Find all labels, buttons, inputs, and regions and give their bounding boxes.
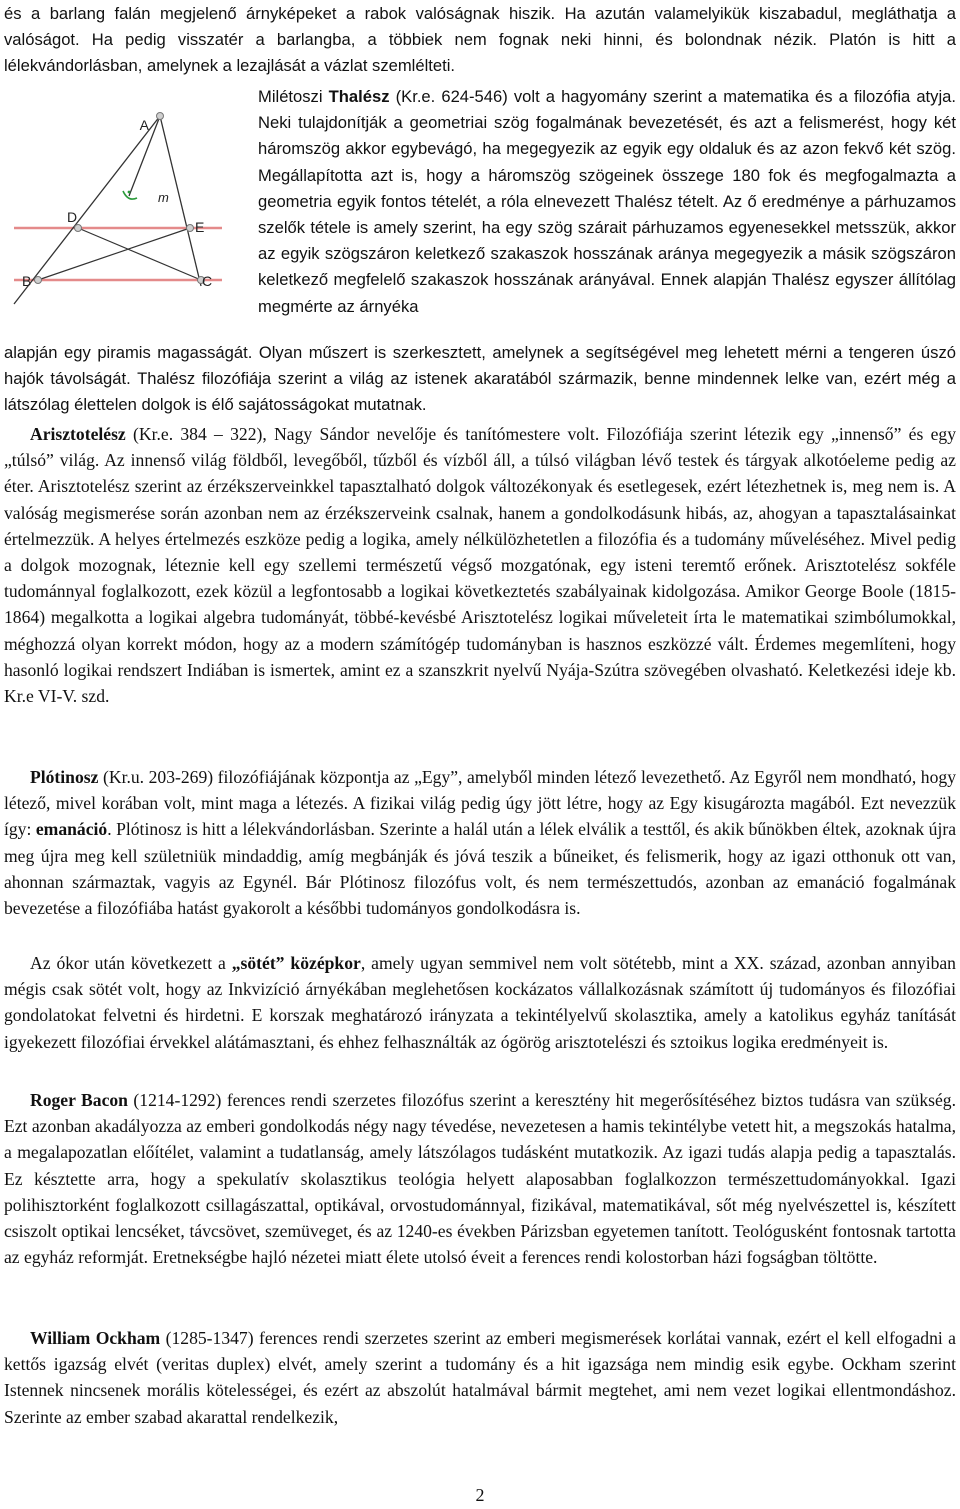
thales-wrap-text: Neki tulajdonítják a geometriai szög fogalmának bevezetését, és azt a felismerést, hogy két háromszög akkor egybevágó, ha megegyezik az egyik egy oldaluk és az azon fekvő két szög. Megállapította azt is, hogy a háromszög szögeinek összege 180 fok és megfogalmazta a geometria egyik fontos tételét, a róla elnevezett Thalész tételt. Az ő eredménye a párhuzamos szelők tétele is amely szerint, ha egy szög szárait párhuzamos egyenesekkel metsszük, akkor az egyik szögszáron keletkező szakaszok hosszának aránya megegyezik a másik szögszáron keletkező megfelelő szakaszok hosszának arányával. Ennek alapján Thalész egyszer állítólag megmérte az árnyéka bbox=[258, 113, 956, 316]
plotinus-paragraph bbox=[4, 764, 956, 921]
middle-ages-before: Az ókor után következett a bbox=[30, 953, 226, 973]
bacon-text: (1214-1292) ferences rendi szerzetes filozófus szerint a keresztény hit megerősítéséhez biztos tudásra van szükség. Ezt azonban akadályozza az emberi gondolkodás négy nagy tévedése, nevezetesen a hamis tekintélybe vetett hit, a megszokás hatalma, a megalapozatlan előítélet, valamint a tudatlanság, amely látszólagos tudásként mutatkozik. Az igazi tudás alapja pedig a tapasztalás. Ez késztette arra, hogy a spekulatív skolasztikus teológia helyett alaposabban foglalkozzon természettudományokkal. Igazi polihisztorként foglalkozott csillagászattal, optikával, orvostudománnyal, fizikával, matematikával, sőt még nyelvészettel is, készített csiszolt optikai lencséket, távcsövet, szemüveget, és az 1240-es években Párizsban egyetemen tanított. Teológusként fontosnak tartotta az egyház reformját. Eretnekségbe hajló nézetei miatt élete utolsó éveit a ferences rendi kolostorban házi fogságban töltötte. bbox=[4, 1090, 956, 1268]
emanation-term: emanáció bbox=[35, 819, 108, 840]
line-be bbox=[38, 228, 190, 280]
plotinus-text-before: (Kr.u. 203-269) filozófiájának központja az „Egy”, amelyből minden létező levezethető. Az Egyről nem mondható, hogy létező, mivel korában volt, mint maga a létezés. A fizikai világ pedig úgy jött létre, hogy az Egy kisugározta magából. Ezt nevezzük így: bbox=[4, 767, 956, 840]
right-angle-dot bbox=[128, 191, 131, 194]
thales-name: Thalész bbox=[328, 87, 390, 106]
line-dc bbox=[78, 228, 201, 280]
aristotle-text: (Kr.e. 384 – 322), Nagy Sándor nevelője és tanítómestere volt. Filozófiája szerint létezik egy „innenső” és egy „túlsó” világ. Az innenső világ földből, levegőből, tűzből és vízből áll, a túlsó világban lévő testek és tárgyak alkotóeleme pedig az éter. Arisztotelész szerint az érzékszerveinkkel tapasztalható dolgok változékonyak és esetlegesek, ezért létezhetnek is, meg nem is. A valóság megismerése során azonban nem az érzékszerveink csalnak, hanem a gondolkodásunk hibás, az, ahogyan a tapasztalásainkat értelmezzük. A helyes értelmezés eszköze pedig a logika, amely nélkülözhetetlen a filozófia és a tudomány műveléséhez. Mivel pedig a dolgok mozognak, léteznie kell egy szellemi természetű végső mozgatónak, egy isteni teremtő erőnek. Arisztotelész sokféle tudománnyal foglalkozott, ezek közül a legfontosabb a logikai következtetés szabályainak kidolgozása. Amikor George Boole (1815-1864) megalkotta a logikai algebra tudományát, többé-kevésbé Arisztotelész logikai műveleteit írta le matematikai szimbólumokkal, méghozzá olyan korrekt módon, hogy az a modern számítógép tudományban is hasznos eszközzé vált. Érdemes megemlíteni, hogy hasonló logikai rendszert Indiában is ismertek, amint ez a szanszkrit nyelvű Nyája-Szútra szövegében olvasható. Keletkezési ideje kb. Kr.e VI-V. szd. bbox=[4, 424, 957, 707]
middle-ages-after: , amely ugyan semmivel nem volt sötétebb, mint a XX. század, azonban annyiban mégis csak sötét volt, hogy az Inkvizíció árnyékában meglehetősen kockázatos vállalkozásnak számított új tudományos és filozófiai gondolatokat felvetni és hirdetni. E korszak meghatározó irányzata a tekintélyelvű skolasztika, amely a katolikus egyház tanítását igyekezett filozófiai érvekkel alátámasztani, és ehhez felhasználták az ógörög arisztotelészi és sztoikus logika eredményeit is. bbox=[4, 953, 956, 1052]
point-b bbox=[35, 277, 42, 284]
plotinus-name: Plótinosz bbox=[30, 767, 99, 787]
point-a bbox=[157, 113, 164, 120]
label-a: A bbox=[139, 117, 149, 133]
thales-continuation: alapján egy piramis magasságát. Olyan műszert is szerkesztett, amelynek a segítségével meg lehetett mérni a tengeren úszó hajók távolságát. Thalész filozófiája szerint a világ az istenek akaratából származik, benne mindennek lelke van, ezért még a látszólag élettelen dolgok is élő sajátosságokat mutatnak. bbox=[4, 343, 956, 415]
aristotle-paragraph bbox=[4, 421, 956, 709]
bacon-name: Roger Bacon bbox=[30, 1090, 128, 1110]
thales-wrapped-text bbox=[258, 84, 956, 320]
point-e bbox=[187, 225, 194, 232]
point-d bbox=[75, 225, 82, 232]
label-d: D bbox=[67, 209, 78, 225]
label-c: C bbox=[202, 273, 213, 289]
intro-paragraph: és a barlang falán megjelenő árnyképeket a rabok valóságnak hiszik. Ha azután valamelyikük kiszabadul, megláthatja a valóságot. Ha pedig visszatér a barlangba, a többiek nem fognak neki hinni, és bolondnak nézik. Platón is hitt a lélekvándorlásban, amelynek a lezajlását a vázlat szemlélteti. bbox=[4, 4, 956, 76]
ockham-text: (1285-1347) ferences rendi szerzetes szerint az emberi megismerések korlátai vannak, ezért el kell elfogadni a kettős igazság elvét (veritas duplex) elvét, amely szerint a tudomány és a hit igazsága nem mindig esik egybe. Ockham szerint Istennek nincsenek morális kötelességei, és ezért az abszolút hatalmával bármit megtehet, ami nem vezet logikai ellentmondáshoz. Szerinte az ember szabad akarattal rendelkezik, bbox=[4, 1328, 956, 1427]
thales-triangle-figure bbox=[10, 108, 222, 320]
ockham-paragraph bbox=[4, 1325, 956, 1430]
dark-middle-ages-term: „sötét” középkor bbox=[231, 953, 361, 973]
page-number: 2 bbox=[475, 1485, 485, 1505]
line-ab bbox=[14, 116, 160, 304]
label-b: B bbox=[22, 273, 32, 289]
middle-ages-paragraph bbox=[4, 950, 956, 1055]
bacon-paragraph bbox=[4, 1087, 956, 1270]
label-m: m bbox=[158, 190, 169, 205]
plotinus-text-after: . Plótinosz is hitt a lélekvándorlásban. Szerinte a halál után a lélek elválik a testtől, és akik bűnökben éltek, azoknak újra meg újra meg kell születniük mindaddig, amíg megbánják és jóvá teszik a bűneiket, és felismerik, hogy az igazi otthonuk ott van, ahonnan származtak, vagyis az Egynél. Bár Plótinosz filozófus volt, és nem természettudós, azonban az emanáció fogalmának bevezetése a filozófiába hatást gyakorolt a későbbi tudományos gondolkodásra is. bbox=[4, 819, 956, 919]
triangle-diagram bbox=[10, 108, 222, 320]
aristotle-name: Arisztotelész bbox=[30, 424, 126, 444]
label-e: E bbox=[195, 219, 205, 235]
thales-head-rest: (Kr.e. 624-546) volt a hagyomány szerint a matematika és a filozófia atyja. bbox=[395, 87, 956, 106]
thales-lead: Milétoszi bbox=[258, 87, 323, 106]
ockham-name: William Ockham bbox=[30, 1328, 161, 1348]
thales-paragraph bbox=[258, 84, 956, 320]
